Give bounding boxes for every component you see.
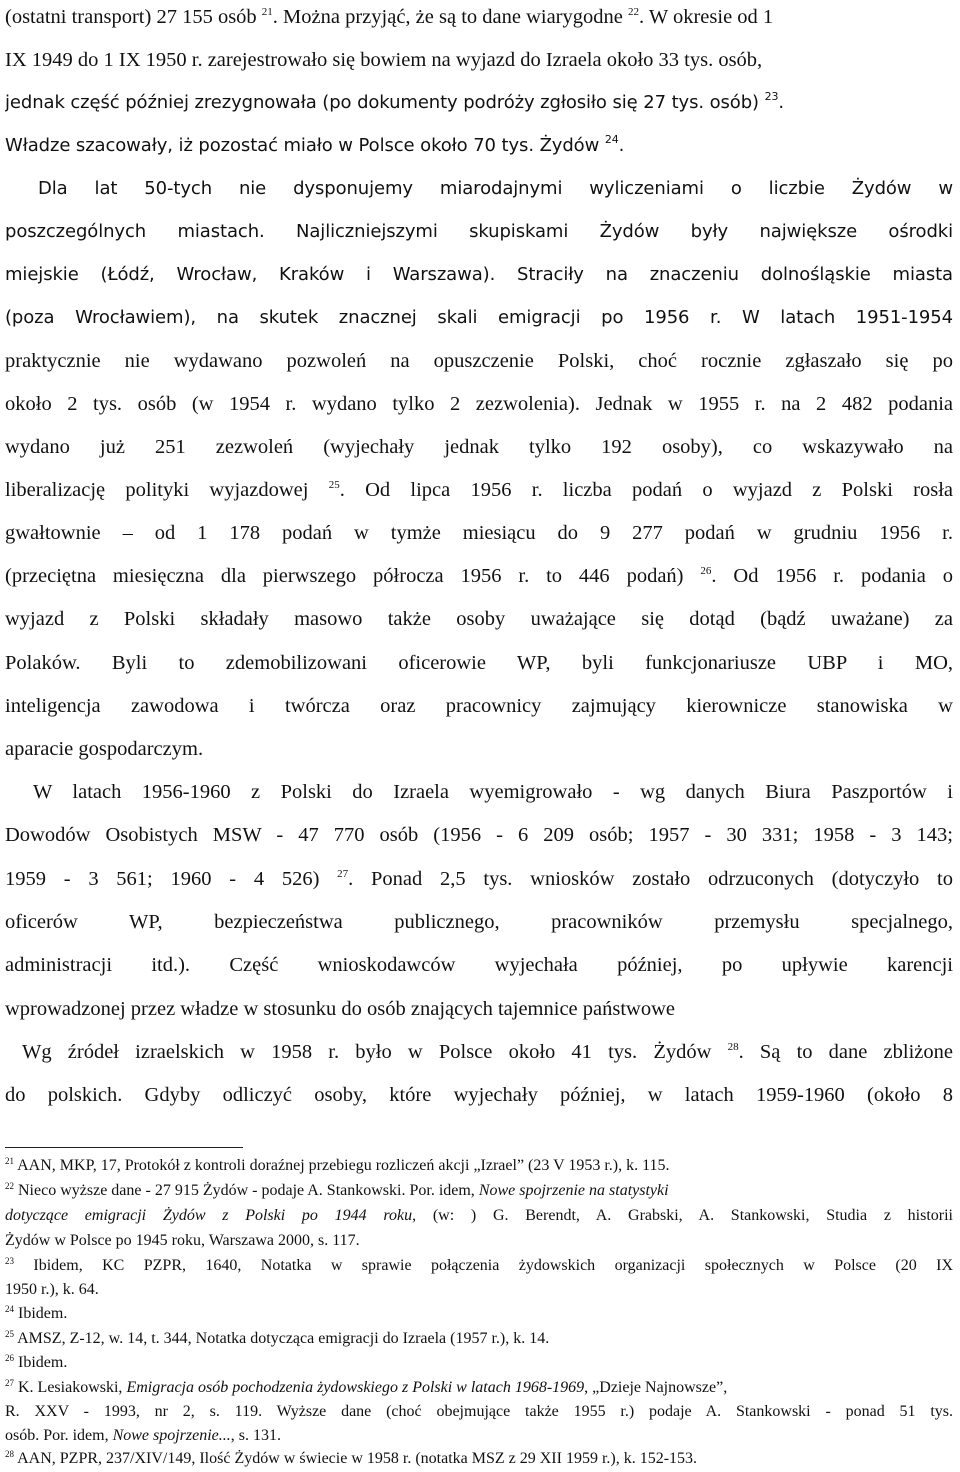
footnote: $^{28}$ AAN, PZPR, 237/XIV/149, Ilość Żydów w świecie w 1958 r. (notatka MSZ z 29 XII 1959 r.), k. 152-153. xyxy=(5,1449,698,1467)
body-line: miejskie (Łódź, Wrocław, Kraków i Warszawa). Straciły na znaczeniu dolnośląskie miasta xyxy=(5,264,953,285)
footnote-ref: 26 xyxy=(700,565,712,577)
body-line: wprowadzonej przez władze w stosunku do osób znających tajemnice państwowe xyxy=(5,998,676,1020)
body-line: Dowodów Osobistych MSW - 47 770 osób (1956 - 6 209 osób; 1957 - 30 331; 1958 - 3 143; xyxy=(5,824,953,846)
footnote: $^{23}$ Ibidem, KC PZPR, 1640, Notatka w sprawie połączenia żydowskich organizacji społecznych w Polsce (20 IX xyxy=(5,1256,953,1274)
footnote-separator xyxy=(5,1147,243,1148)
body-line: wydano już 251 zezwoleń (wyjechały jednak tylko 192 osoby), co wskazywało na xyxy=(5,436,953,458)
body-line: Polaków. Byli to zdemobilizowani oficerowie WP, byli funkcjonariusze UBP i MO, xyxy=(5,652,953,674)
body-line: gwałtownie – od 1 178 podań w tymże miesiącu do 9 277 podań w grudniu 1956 r. xyxy=(5,522,953,544)
footnote-ref: 27 xyxy=(337,868,349,880)
footnote-line: dotyczące emigracji Żydów z Polski po 1944 roku, (w: ) G. Berendt, A. Grabski, A. Stankowski, Studia z historii xyxy=(5,1207,953,1224)
body-line: praktycznie nie wydawano pozwoleń na opuszczenie Polski, choć rocznie zgłaszało się po xyxy=(5,350,953,372)
footnote-line: R. XXV - 1993, nr 2, s. 119. Wyższe dane (choć obejmujące także 1955 r.) podaje A. Stankowski - ponad 51 tys. xyxy=(5,1403,953,1420)
footnote: $^{25}$ AMSZ, Z-12, w. 14, t. 344, Notatka dotycząca emigracji do Izraela (1957 r.), k. 14. xyxy=(5,1329,550,1347)
footnote: $^{26}$ Ibidem. xyxy=(5,1353,68,1371)
footnote-line: 1950 r.), k. 64. xyxy=(5,1281,99,1298)
footnote-ref: 21 xyxy=(261,6,273,18)
body-line: około 2 tys. osób (w 1954 r. wydano tylko 2 zezwolenia). Jednak w 1955 r. na 2 482 podania xyxy=(5,393,953,415)
body-line: liberalizację polityki wyjazdowej $^{25}$. Od lipca 1956 r. liczba podań o wyjazd z Polski rosła xyxy=(5,479,953,501)
body-line: (przeciętna miesięczna dla pierwszego półrocza 1956 r. to 446 podań) $^{26}$. Od 1956 r. podania o xyxy=(5,565,953,587)
paragraph-first-line: Dla lat 50-tych nie dysponujemy miarodajnymi wyliczeniami o liczbie Żydów w xyxy=(38,178,953,199)
footnote-line: Żydów w Polsce po 1945 roku, Warszawa 2000, s. 117. xyxy=(5,1232,360,1249)
body-line: inteligencja zawodowa i twórcza oraz pracownicy zajmujący kierownicze stanowiska w xyxy=(5,695,953,717)
footnote-ref: 22 xyxy=(627,6,639,18)
body-line: do polskich. Gdyby odliczyć osoby, które wyjechały później, w latach 1959-1960 (około 8 xyxy=(5,1084,953,1106)
body-line: Władze szacowały, iż pozostać miało w Polsce około 70 tys. Żydów $^{24}$. xyxy=(5,133,625,156)
footnote-ref: 24 xyxy=(604,133,619,146)
body-line: (ostatni transport) 27 155 osób $^{21}$. Można przyjąć, że są to dane wiarygodne $^{22}$. W okresie od 1 xyxy=(5,6,774,28)
footnote: $^{24}$ Ibidem. xyxy=(5,1304,68,1322)
footnote-ref: 28 xyxy=(727,1041,739,1053)
paragraph-first-line: W latach 1956-1960 z Polski do Izraela wyemigrowało - wg danych Biura Paszportów i xyxy=(33,781,953,803)
body-line: oficerów WP, bezpieczeństwa publicznego, pracowników przemysłu specjalnego, xyxy=(5,911,953,933)
body-line: wyjazd z Polski składały masowo także osoby uważające się dotąd (bądź uważane) za xyxy=(5,608,953,630)
footnote: $^{27}$ K. Lesiakowski, Emigracja osób pochodzenia żydowskiego z Polski w latach 1968-1969, „Dzieje Najnowsze”, xyxy=(5,1378,728,1396)
body-line: poszczególnych miastach. Najliczniejszymi skupiskami Żydów były największe ośrodki xyxy=(5,221,953,242)
footnote-ref: 23 xyxy=(764,90,779,103)
body-line: jednak część później zrezygnowała (po dokumenty podróży zgłosiło się 27 tys. osób) $^{23}$. xyxy=(5,90,785,113)
footnote: $^{22}$ Nieco wyższe dane - 27 915 Żydów - podaje A. Stankowski. Por. idem, Nowe spojrzenie na statystyki xyxy=(5,1181,669,1199)
footnote-ref: 25 xyxy=(328,479,340,491)
footnote-line: osób. Por. idem, Nowe spojrzenie..., s. 131. xyxy=(5,1427,282,1444)
body-line: 1959 - 3 561; 1960 - 4 526) $^{27}$. Ponad 2,5 tys. wniosków zostało odrzuconych (dotyczyło to xyxy=(5,868,953,890)
body-line: administracji itd.). Część wnioskodawców wyjechała później, po upływie karencji xyxy=(5,954,953,976)
body-line: IX 1949 do 1 IX 1950 r. zarejestrowało się bowiem na wyjazd do Izraela około 33 tys. osób, xyxy=(5,49,763,71)
body-line: aparacie gospodarczym. xyxy=(5,738,204,760)
paragraph-first-line: Wg źródeł izraelskich w 1958 r. było w Polsce około 41 tys. Żydów $^{28}$. Są to dane zbliżone xyxy=(22,1041,953,1063)
footnote: $^{21}$ AAN, MKP, 17, Protokół z kontroli doraźnej przebiegu rozliczeń akcji „Izrael” (23 V 1953 r.), k. 115. xyxy=(5,1156,670,1174)
body-line: (poza Wrocławiem), na skutek znacznej skali emigracji po 1956 r. W latach 1951-1954 xyxy=(5,307,953,328)
